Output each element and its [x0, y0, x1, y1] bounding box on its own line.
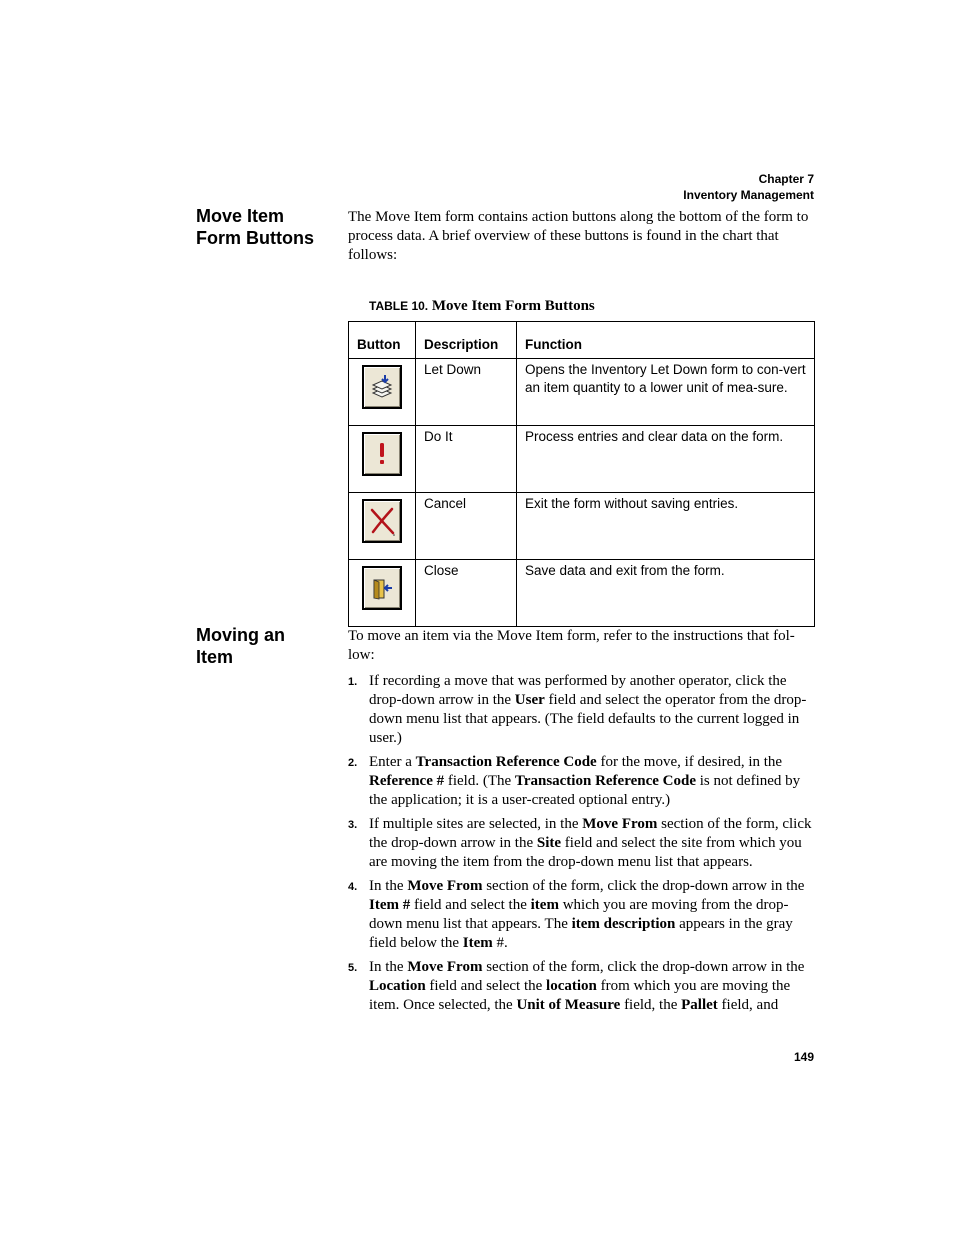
step-text: section of the form, click the drop-down arrow in the: [482, 878, 805, 894]
step-field-name: Pallet: [681, 997, 718, 1013]
buttons-table: [348, 321, 815, 627]
button-function: Process entries and clear data on the form.: [517, 426, 815, 493]
button-description: Close: [416, 560, 517, 627]
cancel-icon: [362, 499, 402, 543]
step-field-name: Location: [369, 978, 426, 994]
step-text: field and select the operator from the drop-down menu list that appears. (The field defaults to the current logged in user.): [369, 692, 807, 746]
step-number: 3.: [348, 819, 358, 831]
step-text: for the move, if desired, in the: [596, 754, 783, 770]
step-number: 5.: [348, 962, 358, 974]
chapter-title: Inventory Management: [683, 188, 814, 202]
button-cell: [349, 426, 416, 493]
step-item: [348, 877, 814, 953]
step-field-name: item: [530, 897, 559, 913]
step-text: is not defined by the application; it is a user-created optional entry.): [369, 773, 801, 808]
button-cell: [349, 493, 416, 560]
step-text: field and select the: [425, 978, 547, 994]
do-it-icon: [362, 432, 402, 476]
step-text: section of the form, click the drop-down arrow in the: [482, 959, 805, 975]
button-function: Exit the form without saving entries.: [517, 493, 815, 560]
section-intro-form-buttons: The Move Item form contains action buttons along the bottom of the form to process data. A brief overview of these buttons is found in the chart that follows:: [348, 209, 809, 263]
section-heading-form-buttons: [196, 205, 336, 249]
table-title: Move Item Form Buttons: [431, 298, 595, 314]
step-field-name: Unit of Measure: [516, 997, 621, 1013]
step-field-name: Item #: [369, 897, 411, 913]
column-header: Function: [517, 322, 815, 359]
step-number: 1.: [348, 676, 358, 688]
step-field-name: item description: [571, 916, 676, 932]
step-item: [348, 753, 814, 810]
step-field-name: Transaction Reference Code: [514, 773, 696, 789]
heading-line: Item: [196, 647, 234, 667]
button-function: Save data and exit from the form.: [517, 560, 815, 627]
step-text: In the: [369, 878, 408, 894]
step-text: field, the: [620, 997, 682, 1013]
heading-line: Move Item: [196, 206, 285, 226]
button-description: Cancel: [416, 493, 517, 560]
column-header: Description: [416, 322, 517, 359]
step-text: field and select the site from which you are moving the item from the drop-down menu list that appears.: [369, 835, 802, 870]
step-text: field, and: [717, 997, 779, 1013]
table-caption: [369, 297, 595, 315]
step-text: appears in the gray field below the: [369, 916, 793, 951]
step-field-name: Move From: [407, 959, 483, 975]
step-text: Enter a: [369, 754, 416, 770]
step-field-name: Move From: [582, 816, 658, 832]
column-header: Button: [349, 322, 416, 359]
step-number: 2.: [348, 757, 358, 769]
step-item: [348, 672, 814, 748]
instruction-steps: [348, 672, 814, 1020]
table-row: [349, 426, 815, 493]
step-text: section of the form, click the drop-down arrow in the: [369, 816, 812, 851]
step-text: field. (The: [444, 773, 515, 789]
button-description: Do It: [416, 426, 517, 493]
step-field-name: Reference #: [369, 773, 445, 789]
let-down-icon: [362, 365, 402, 409]
step-text: If recording a move that was performed by another operator, click the drop-down arrow in the: [369, 673, 787, 708]
button-cell: [349, 560, 416, 627]
table-number: TABLE 10.: [369, 299, 429, 313]
step-field-name: location: [546, 978, 597, 994]
button-description: Let Down: [416, 359, 517, 426]
step-item: [348, 815, 814, 872]
table-header-row: [349, 322, 815, 359]
running-header: [683, 171, 814, 203]
table-row: [349, 359, 815, 426]
heading-line: Form Buttons: [196, 228, 314, 248]
table-row: [349, 493, 815, 560]
step-text: from which you are moving the item. Once selected, the: [369, 978, 791, 1013]
button-cell: [349, 359, 416, 426]
button-function: Opens the Inventory Let Down form to con-vert an item quantity to a lower unit of mea-sure.: [517, 359, 815, 426]
step-field-name: User: [514, 692, 545, 708]
step-field-name: Move From: [407, 878, 483, 894]
step-field-name: Transaction Reference Code: [415, 754, 597, 770]
chapter-label: Chapter 7: [758, 172, 814, 186]
table-row: [349, 560, 815, 627]
step-text: which you are moving from the drop-down menu list that appears. The: [369, 897, 789, 932]
step-field-name: Site: [536, 835, 562, 851]
page-number: 149: [793, 1050, 814, 1064]
step-field-name: Item: [462, 935, 493, 951]
step-number: 4.: [348, 881, 358, 893]
step-item: [348, 958, 814, 1015]
step-text: In the: [369, 959, 408, 975]
step-text: If multiple sites are selected, in the: [369, 816, 583, 832]
section-intro-moving-item: To move an item via the Move Item form, refer to the instructions that fol-low:: [348, 628, 795, 663]
step-text: #.: [492, 935, 508, 951]
section-heading-moving-item: [196, 624, 336, 668]
heading-line: Moving an: [196, 625, 285, 645]
step-text: field and select the: [410, 897, 531, 913]
close-icon: [362, 566, 402, 610]
